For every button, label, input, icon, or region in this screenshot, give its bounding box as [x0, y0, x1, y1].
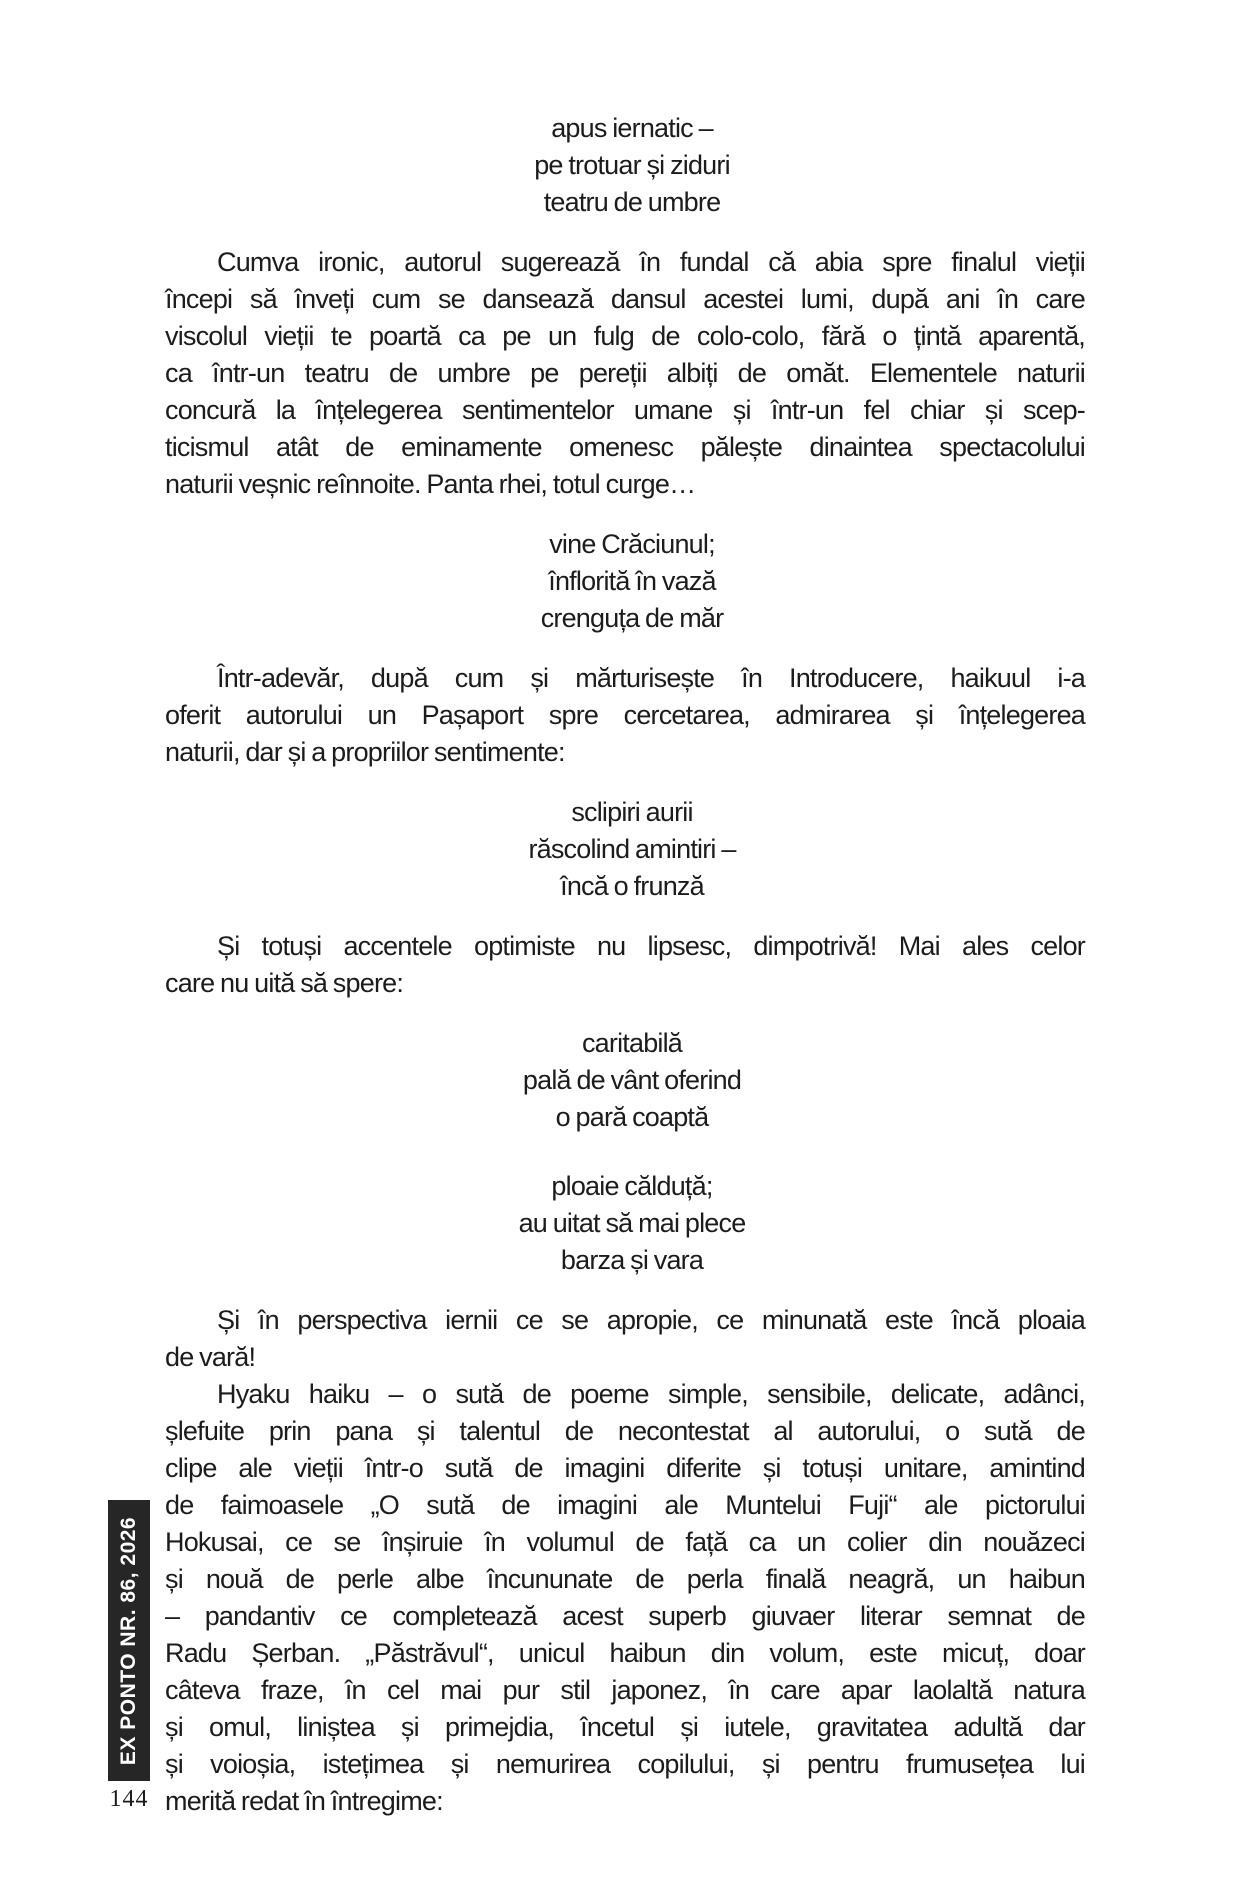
- text-line: și nouă de perle albe încununate de perla finală neagră, un haibun: [165, 1564, 1085, 1594]
- poem-line: crenguța de măr: [540, 603, 724, 633]
- text-line: Hokusai, ce se înșiruie în volumul de față ca un colier din nouăzeci: [165, 1527, 1085, 1557]
- text-line: Într-adevăr, după cum și mărturisește în Introducere, haikuul i-a: [217, 663, 1085, 693]
- text-line: câteva fraze, în cel mai pur stil japonez, în care apar laolaltă natura: [165, 1675, 1085, 1705]
- text-line: de vară!: [165, 1342, 256, 1372]
- text-line: ticismul atât de eminamente omenesc pălește dinaintea spectacolului: [165, 432, 1085, 462]
- body-paragraph: [165, 660, 1085, 771]
- body-paragraph: [165, 1376, 1085, 1820]
- poem-line: teatru de umbre: [543, 187, 721, 217]
- poem-line: apus iernatic –: [551, 113, 713, 143]
- haiku-poem: [165, 1168, 1085, 1279]
- text-line: Radu Șerban. „Păstrăvul“, unicul haibun din volum, este micuț, doar: [165, 1638, 1085, 1668]
- text-line: clipe ale vieții într-o sută de imagini diferite și totuși unitare, amintind: [165, 1453, 1085, 1483]
- text-line: Și în perspectiva iernii ce se apropie, ce minunată este încă ploaia: [217, 1305, 1085, 1335]
- text-line: și voioșia, istețimea și nemurirea copilului, și pentru frumusețea lui: [165, 1749, 1085, 1779]
- text-line: care nu uită să spere:: [165, 968, 404, 998]
- text-line: oferit autorului un Pașaport spre cercetarea, admirarea și înțelegerea: [165, 700, 1085, 730]
- text-line: merită redat în întregime:: [165, 1786, 443, 1816]
- poem-line: încă o frunză: [560, 871, 704, 901]
- journal-spine-bar: [108, 1500, 150, 1781]
- body-paragraph: [165, 244, 1085, 503]
- haiku-poem: [165, 526, 1085, 637]
- poem-line: răscolind amintiri –: [528, 834, 736, 864]
- journal-spine-label: EX PONTO NR. 86, 2026: [117, 1516, 140, 1765]
- poem-line: o pară coaptă: [555, 1102, 709, 1132]
- poem-line: ploaie călduță;: [551, 1171, 713, 1201]
- text-line: și omul, liniștea și primejdia, încetul și iutele, gravitatea adultă dar: [165, 1712, 1085, 1742]
- poem-line: barza și vara: [560, 1245, 704, 1275]
- body-paragraph: [165, 928, 1085, 1002]
- text-line: de faimoasele „O sută de imagini ale Muntelui Fuji“ ale pictorului: [165, 1490, 1085, 1520]
- poem-line: sclipiri aurii: [571, 797, 693, 827]
- text-line: naturii veșnic reînnoite. Panta rhei, totul curge…: [165, 469, 696, 499]
- text-line: Cumva ironic, autorul sugerează în fundal că abia spre finalul vieții: [217, 247, 1085, 277]
- text-line: viscolul vieții te poartă ca pe un fulg de colo-colo, fără o țintă aparentă,: [165, 321, 1085, 351]
- text-line: șlefuite prin pana și talentul de necontestat al autorului, o sută de: [165, 1416, 1085, 1446]
- poem-line: pe trotuar și ziduri: [534, 150, 730, 180]
- poem-line: au uitat să mai plece: [518, 1208, 746, 1238]
- text-line: concură la înțelegerea sentimentelor umane și într-un fel chiar și scep-: [165, 395, 1085, 425]
- text-line: Hyaku haiku – o sută de poeme simple, sensibile, delicate, adânci,: [217, 1379, 1085, 1409]
- haiku-poem: [165, 1025, 1085, 1136]
- text-line: naturii, dar și a propriilor sentimente:: [165, 737, 565, 767]
- text-line: Și totuși accentele optimiste nu lipsesc, dimpotrivă! Mai ales celor: [217, 931, 1085, 961]
- poem-line: vine Crăciunul;: [549, 529, 715, 559]
- haiku-poem: [165, 110, 1085, 221]
- poem-line: înflorită în vază: [548, 566, 716, 596]
- text-line: începi să înveți cum se dansează dansul acestei lumi, după ani în care: [165, 284, 1085, 314]
- body-paragraph: [165, 1302, 1085, 1376]
- poem-line: caritabilă: [581, 1028, 683, 1058]
- text-line: – pandantiv ce completează acest superb giuvaer literar semnat de: [165, 1601, 1085, 1631]
- page-number: 144: [109, 1786, 149, 1812]
- text-column: [165, 110, 1085, 1820]
- text-line: ca într-un teatru de umbre pe pereții albiți de omăt. Elementele naturii: [165, 358, 1085, 388]
- poem-line: pală de vânt oferind: [522, 1065, 742, 1095]
- haiku-poem: [165, 794, 1085, 905]
